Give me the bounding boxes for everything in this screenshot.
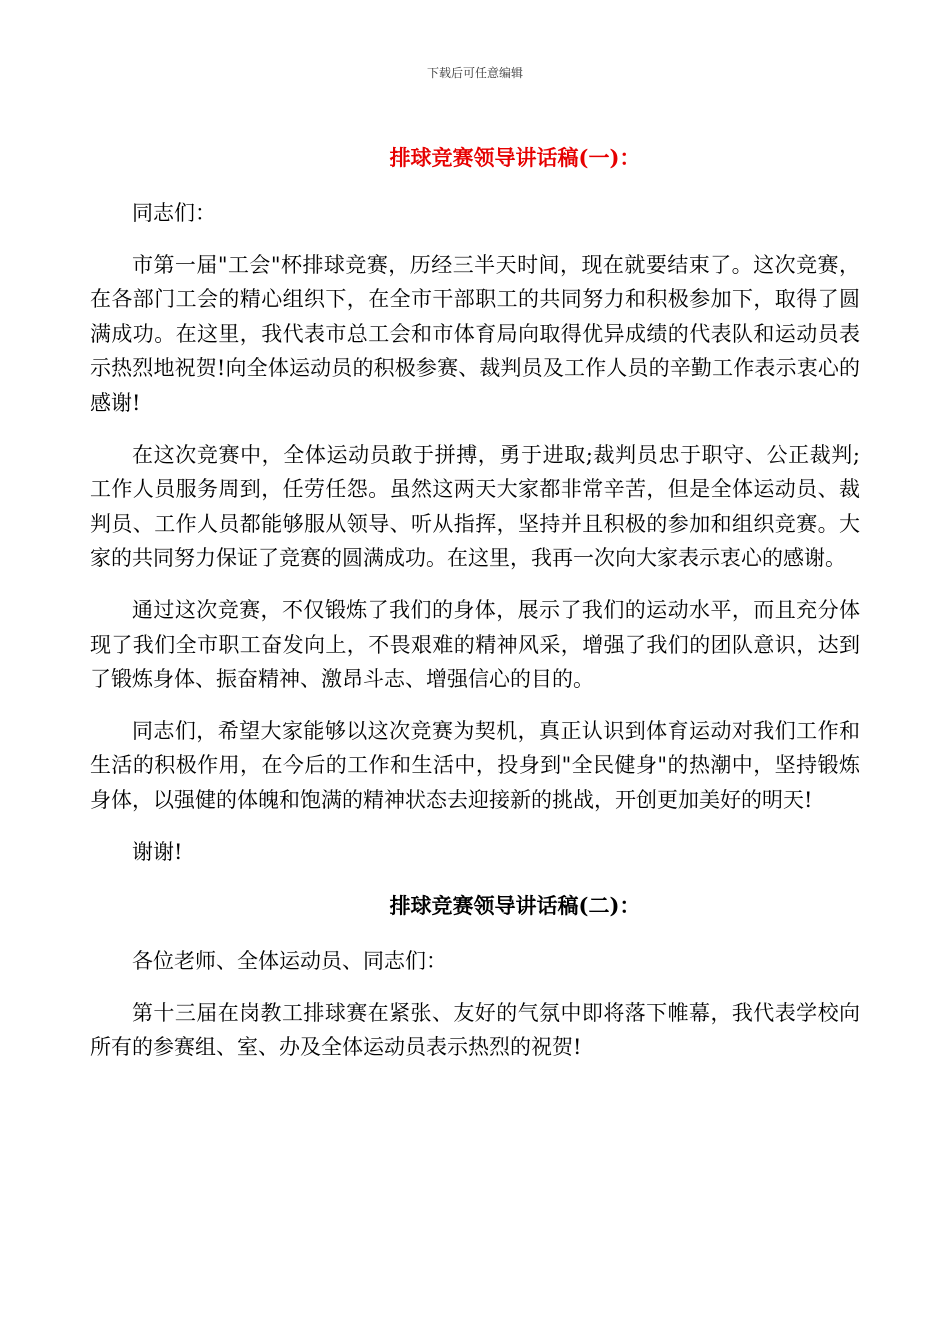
section1-paragraph: 在这次竞赛中，全体运动员敢于拼搏，勇于进取;裁判员忠于职守、公正裁判;工作人员服务周到，任劳任怨。虽然这两天大家都非常辛苦，但是全体运动员、裁判员、工作人员都能够服从领导、听从指挥，坚持并且积极的参加和组织竞赛。大家的共同努力保证了竞赛的圆满成功。在这里，我再一次向大家表示衷心的感谢。 [90,442,860,571]
section2-paragraph: 第十三届在岗教工排球赛在紧张、友好的气氛中即将落下帷幕，我代表学校向所有的参赛组、室、办及全体运动员表示热烈的祝贺! [90,1000,860,1060]
section2-title: 排球竞赛领导讲话稿(二)： [389,893,641,919]
section1-closing: 谢谢! [132,839,183,864]
header-note: 下载后可任意编辑 [426,66,523,80]
section1-title: 排球竞赛领导讲话稿(一)： [389,145,641,170]
section2-salutation: 各位老师、全体运动员、同志们： [132,949,447,974]
document-body [90,138,860,1082]
section1-paragraph: 通过这次竞赛，不仅锻炼了我们的身体，展示了我们的运动水平，而且充分体现了我们全市职工奋发向上，不畏艰难的精神风采，增强了我们的团队意识，达到了锻炼身体、振奋精神、激昂斗志、增强信心的目的。 [90,597,860,692]
section1-salutation: 同志们： [132,201,216,225]
section1-paragraph: 同志们，希望大家能够以这次竞赛为契机，真正认识到体育运动对我们工作和生活的积极作用，在今后的工作和生活中，投身到"全民健身"的热潮中，坚持锻炼身体，以强健的体魄和饱满的精神状态去迎接新的挑战，开创更加美好的明天! [90,718,860,812]
section1-paragraph: 市第一届"工会"杯排球竞赛，历经三半天时间，现在就要结束了。这次竞赛，在各部门工会的精心组织下，在全市干部职工的共同努力和积极参加下，取得了圆满成功。在这里，我代表市总工会和市体育局向取得优异成绩的代表队和运动员表示热烈地祝贺!向全体运动员的积极参赛、裁判员及工作人员的辛勤工作表示衷心的感谢! [90,252,860,415]
